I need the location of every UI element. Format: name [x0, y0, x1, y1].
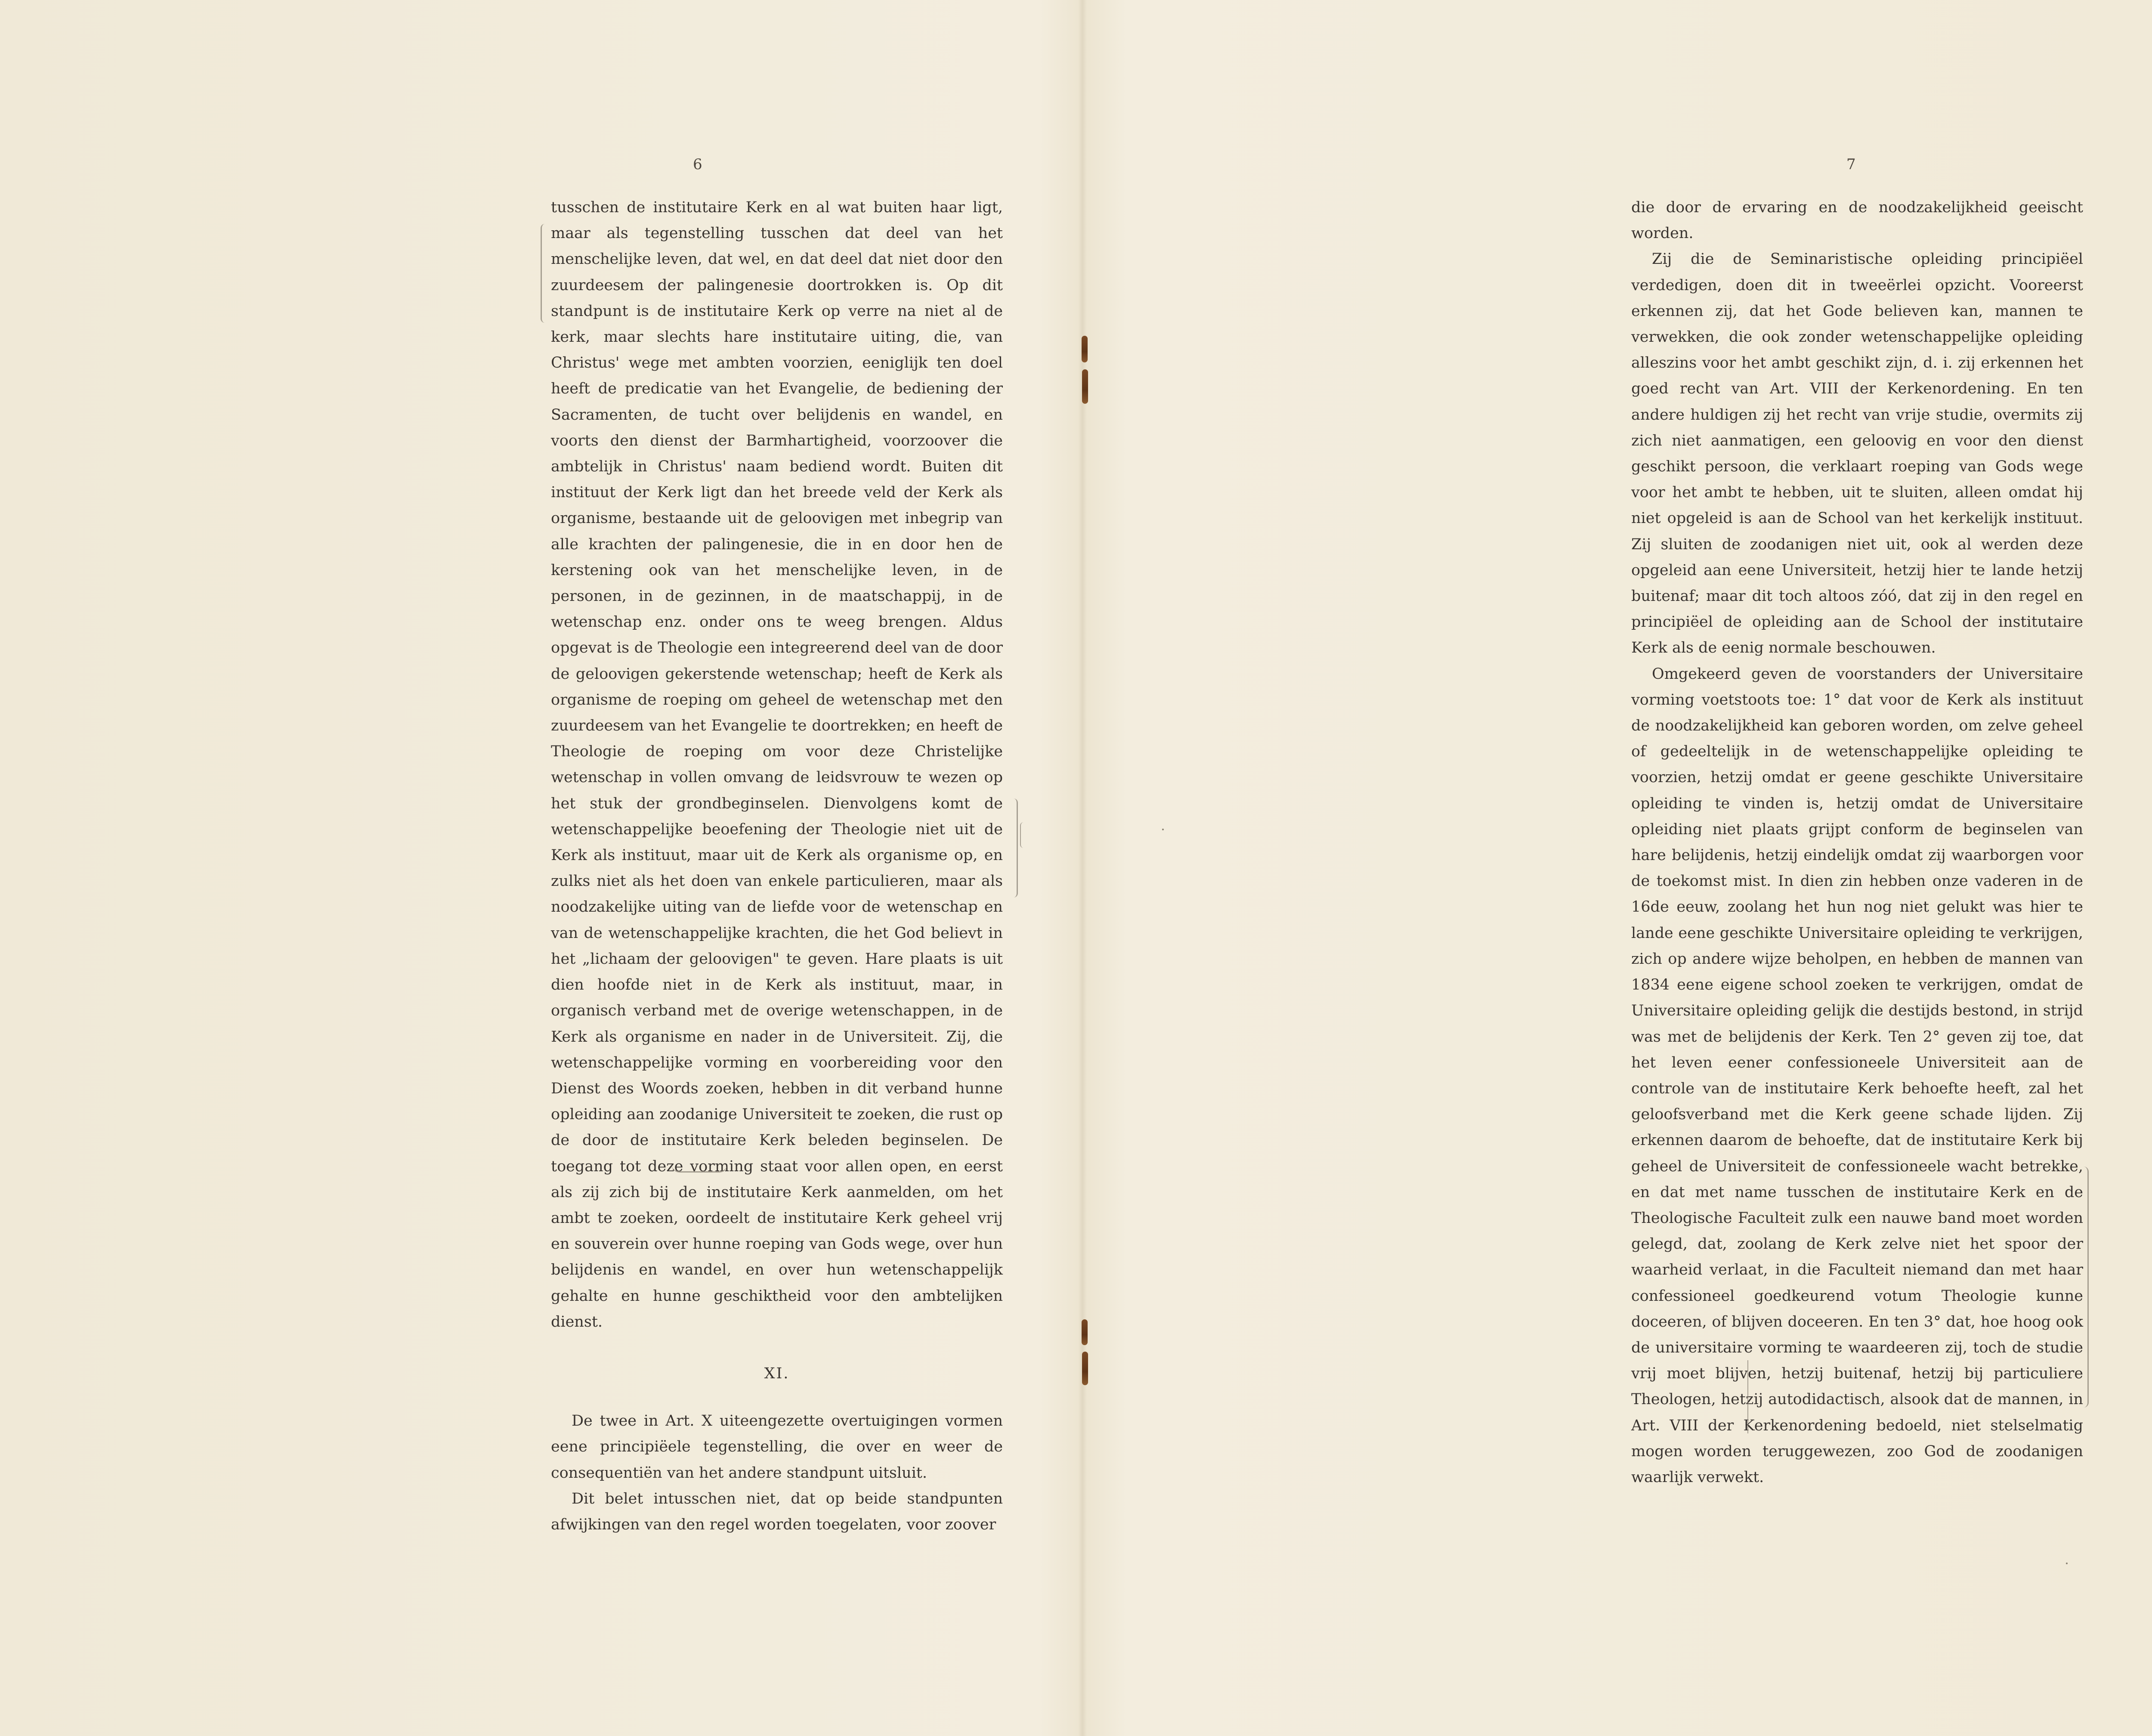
pencil-margin-mark [1011, 798, 1018, 897]
binding-stain [1082, 1352, 1088, 1385]
left-page-column [551, 195, 1003, 1538]
page-number-left: 6 [693, 156, 703, 173]
paper-speck [1162, 829, 1164, 830]
pencil-margin-mark [2082, 1167, 2089, 1408]
binding-stain [1082, 336, 1088, 362]
right-paragraph-3: Omgekeerd geven de voorstanders der Universitaire vorming voetstoots toe: 1° dat voor de Kerk als instituut de noodzakelijkheid kan geboren worden, om zelve geheel of gedeeltelijk in de wetenschappelijke opleiding te voorzien, hetzij omdat er geene geschikte Universitaire opleiding te vinden is, hetzij omdat de Universitaire opleiding niet plaats grijpt conform de beginselen van hare belijdenis, hetzij eindelijk omdat zij waarborgen voor de toekomst mist. In dien zin hebben onze vaderen in de 16de eeuw, zoolang het hun nog niet gelukt was hier te lande eene geschikte Universitaire opleiding te verkrijgen, zich op andere wijze beholpen, en hebben de mannen van 1834 eene eigene school zoeken te verkrijgen, omdat de Universitaire opleiding gelijk die destijds bestond, in strijd was met de belijdenis der Kerk. Ten 2° geven zij toe, dat het leven eener confessioneele Universiteit aan de controle van de institutaire Kerk behoefte heeft, zal het geloofsverband met die Kerk geene schade lijden. Zij erkennen daarom de behoefte, dat de institutaire Kerk bij geheel de Universiteit de confessioneele wacht betrekke, en dat met name tusschen de institutaire Kerk en de Theologische Faculteit zulk een nauwe band moet worden gelegd, dat, zoolang de Kerk zelve niet het spoor der waarheid verlaat, in die Faculteit niemand dan met haar confessioneel goedkeurend votum Theologie kunne doceeren, of blijven doceeren. En ten 3° dat, hoe hoog ook de universitaire vorming te waardeeren zij, toch de studie vrij moet blijven, hetzij buitenaf, hetzij bij particuliere Theologen, hetzij autodidactisch, alsook dat de mannen, in Art. VIII der Kerkenordening bedoeld, niet stelselmatig mogen worden teruggewezen, zoo God de zoodanigen waarlijk verwekt. [1631, 665, 2083, 1486]
show-through-left [52, 194, 164, 323]
right-page-column [1631, 195, 2083, 1490]
right-paragraph-1: die door de ervaring en de noodzakelijkheid geeischt worden. [1631, 199, 2083, 242]
page-number-right: 7 [1846, 156, 1856, 173]
pencil-margin-mark [541, 224, 548, 323]
binding-stain [1082, 369, 1088, 404]
right-paragraph-2: Zij die de Seminaristische opleiding principiëel verdedigen, doen dit in tweeërlei opzicht. Vooreerst erkennen zij, dat het Gode believen kan, mannen te verwekken, die ook zonder wetenschappelijke opleiding alleszins voor het ambt geschikt zijn, d. i. zij erkennen het goed recht van Art. VIII der Kerkenordening. En ten andere huldigen zij het recht van vrije studie, overmits zij zich niet aanmatigen, een geloovig en voor den dienst geschikt persoon, die verklaart roeping van Gods wege voor het ambt te hebben, uit te sluiten, alleen omdat hij niet opgeleid is aan de School van het kerkelijk instituut. Zij sluiten de zoodanigen niet uit, ook al werden deze opgeleid aan eene Universiteit, hetzij hier te lande hetzij buitenaf; maar dit toch altoos zóó, dat zij in den regel en principiëel de opleiding aan de School der institutaire Kerk als de eenig normale beschouwen. [1631, 251, 2083, 657]
pencil-margin-mark [1747, 1360, 1753, 1433]
center-fold [1078, 0, 1087, 1736]
left-paragraph-1: tusschen de institutaire Kerk en al wat buiten haar ligt, maar als tegenstelling tusschen dat deel van het menschelijke leven, dat wel, en dat deel dat niet door den zuurdeesem der palingenesie doortrokken is. Op dit standpunt is de institutaire Kerk op verre na niet al de kerk, maar slechts hare institutaire uiting, die, van Christus' wege met ambten voorzien, eeniglijk ten doel heeft de predicatie van het Evangelie, de bediening der Sacramenten, de tucht over belijdenis en wandel, en voorts den dienst der Barmhartigheid, voorzoover die ambtelijk in Christus' naam bediend wordt. Buiten dit instituut der Kerk ligt dan het breede veld der Kerk als organisme, bestaande uit de geloovigen met inbegrip van alle krachten der palingenesie, die in en door hen de kerstening ook van het menschelijke leven, in de personen, in de gezinnen, in de maatschappij, in de wetenschap enz. onder ons te weeg brengen. Aldus opgevat is de Theologie een integreerend deel van de door de geloovigen gekerstende wetenschap; heeft de Kerk als organisme de roeping om geheel de wetenschap met den zuurdeesem van het Evangelie te doortrekken; en heeft de Theologie de roeping om voor deze Christelijke wetenschap in vollen omvang de leidsvrouw te wezen op het stuk der grondbeginselen. Dienvolgens komt de wetenschappelijke beoefening der Theologie niet uit de Kerk als instituut, maar uit de Kerk als organisme op, en zulks niet als het doen van enkele particulieren, maar als noodzakelijke uiting van de liefde voor de wetenschap en van de wetenschappelijke krachten, die het God believt in het „lichaam der geloovigen" te geven. Hare plaats is uit dien hoofde niet in de Kerk als instituut, maar, in organisch verband met de overige wetenschappen, in de Kerk als organisme en nader in de Universiteit. Zij, die wetenschappelijke vorming en voorbereiding voor den Dienst des Woords zoeken, hebben in dit verband hunne opleiding aan zoodanige Universiteit te zoeken, die rust op de door de institutaire Kerk beleden beginselen. De toegang tot deze vorming staat voor allen open, en eerst als zij zich bij de institutaire Kerk aanmelden, om het ambt te zoeken, oordeelt de institutaire Kerk geheel vrij en souverein over hunne roeping van Gods wege, over hun belijdenis en wandel, en over hun wetenschappelijk gehalte en hunne geschiktheid voor den ambtelijken dienst. [551, 199, 1003, 1331]
binding-stain [1082, 1319, 1088, 1345]
left-section-paragraph-2: Dit belet intusschen niet, dat op beide standpunten afwijkingen van den regel worden toegelaten, voor zoover [551, 1490, 1003, 1533]
section-heading: XI. [764, 1365, 790, 1382]
pencil-margin-mark [1020, 822, 1024, 848]
pencil-underline-mark [671, 1164, 727, 1173]
paper-speck [2066, 1563, 2068, 1564]
show-through-center [1171, 241, 1506, 1274]
left-section-paragraph-1: De twee in Art. X uiteengezette overtuigingen vormen eene principiëele tegenstelling, die over en weer de consequentiën van het andere standpunt uitsluit. [551, 1412, 1003, 1482]
